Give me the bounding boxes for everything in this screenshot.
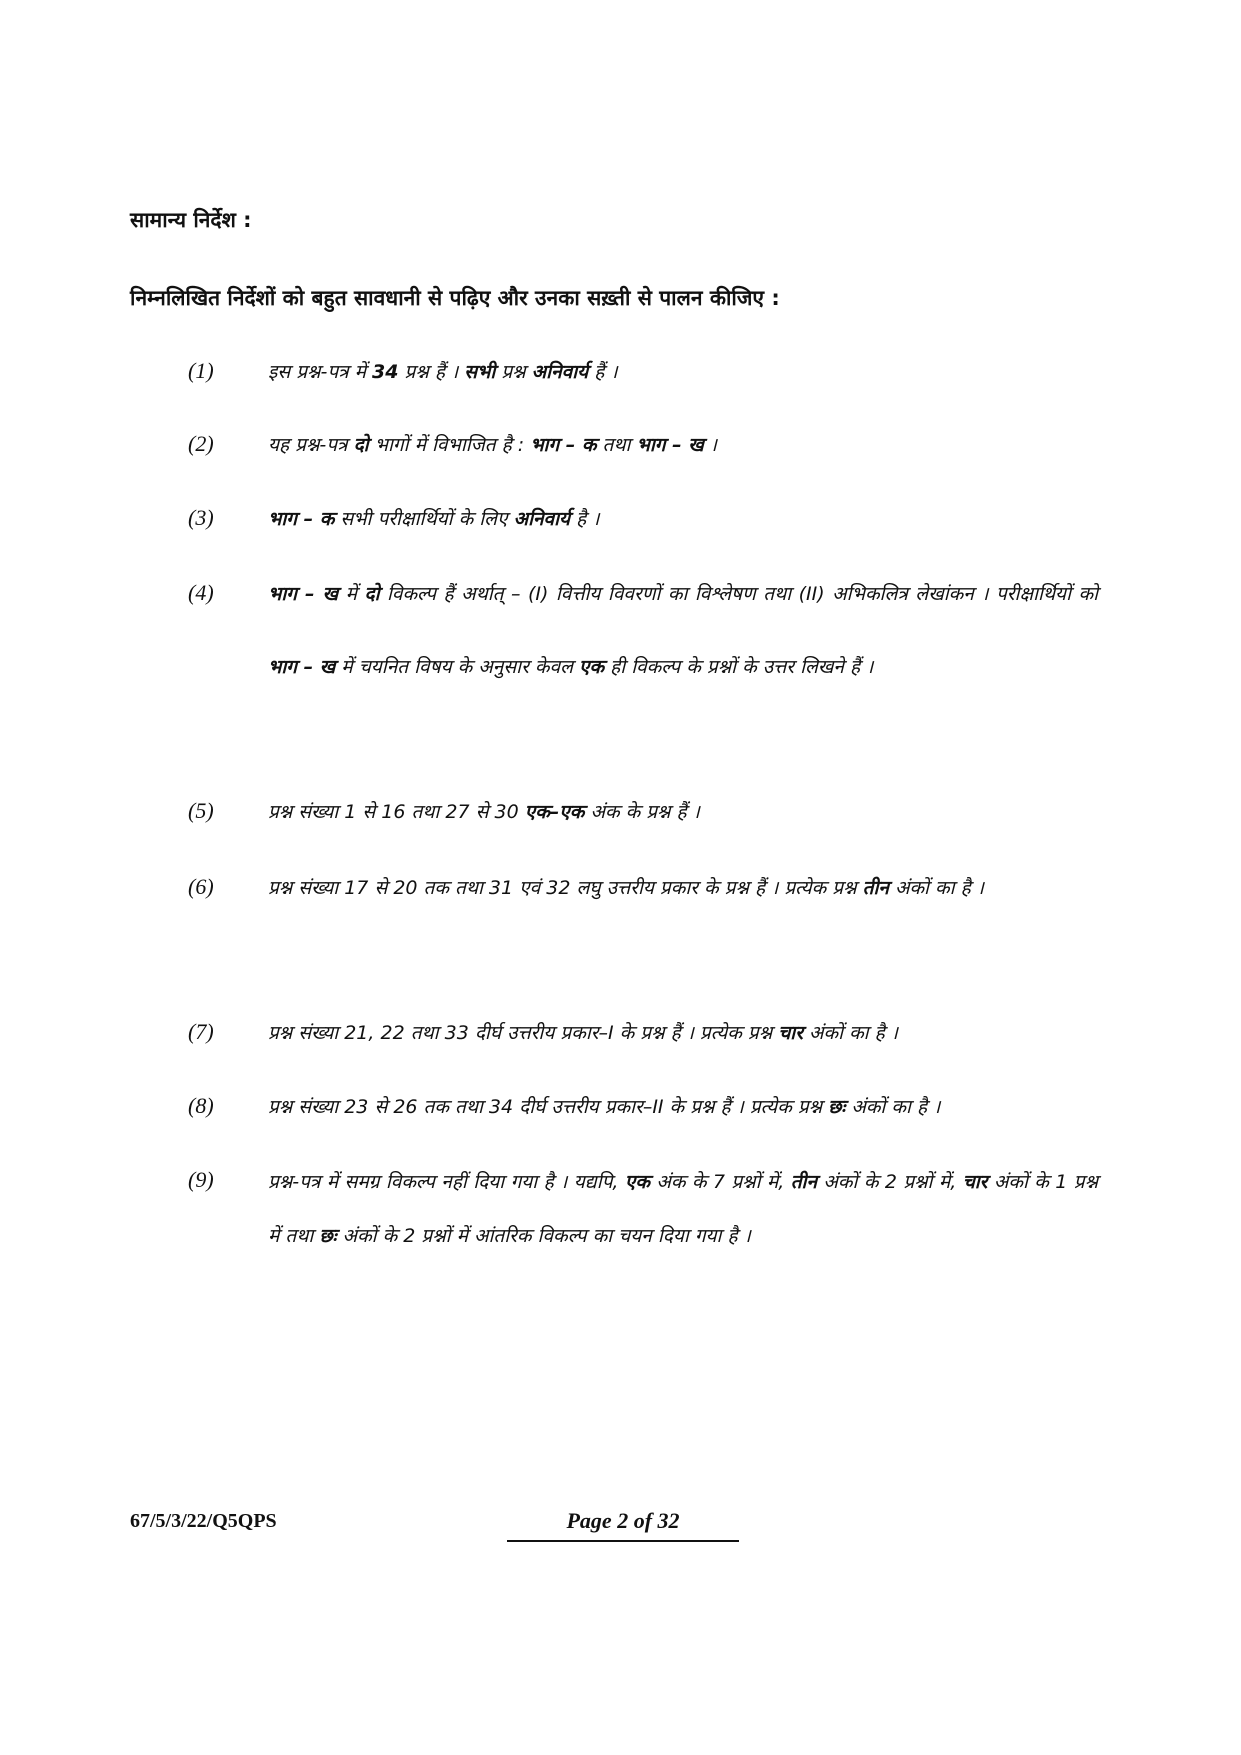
item-number: (3) (188, 505, 214, 530)
item-text-part: अंक के प्रश्न हैं । (584, 801, 700, 823)
emphasis-text: एक (579, 656, 605, 678)
item-text-part: अंकों के 2 प्रश्नों में, (817, 1171, 963, 1193)
item-number: (9) (188, 1167, 214, 1192)
item-text-part: में चयनित विषय के अनुसार केवल (335, 656, 579, 678)
emphasis-text: चार (778, 1022, 803, 1044)
emphasis-text: एक–एक (524, 801, 585, 823)
emphasis-text: भाग – ख (268, 583, 339, 605)
item-number: (7) (188, 1019, 214, 1044)
emphasis-text: तीन (862, 877, 889, 899)
emphasis-text: तीन (790, 1171, 818, 1193)
emphasis-text: भाग – क (530, 434, 597, 456)
emphasis-text: दो (364, 583, 380, 605)
item-text-part: । (703, 434, 717, 456)
item-text (268, 505, 1098, 533)
emphasis-text: दो (353, 434, 369, 456)
item-text-part: है । (570, 508, 600, 530)
emphasis-text: भाग – ख (636, 434, 704, 456)
item-text-part: भागों में विभाजित है : (368, 434, 531, 456)
page-number: Page 2 of 32 (507, 1508, 739, 1542)
item-text-part: प्रश्न संख्या 1 से 16 तथा 27 से 30 (268, 801, 525, 823)
emphasis-text: भाग – ख (268, 656, 336, 678)
general-instructions-heading: सामान्य निर्देश : (130, 208, 252, 232)
item-text-part: तथा (596, 434, 637, 456)
item-text-part: अंकों के 2 प्रश्नों में आंतरिक विकल्प का चयन दिया गया है । (336, 1225, 751, 1247)
item-text-part: प्रश्न संख्या 23 से 26 तक तथा 34 दीर्घ उत्तरीय प्रकार–II के प्रश्न हैं । प्रत्येक प्रश्न (268, 1096, 829, 1118)
emphasis-text: छः (319, 1225, 337, 1247)
item-number: (4) (188, 580, 214, 605)
item-text (268, 358, 1098, 386)
emphasis-text: सभी (464, 361, 496, 383)
emphasis-text: छः (828, 1096, 846, 1118)
emphasis-text: एक (624, 1171, 650, 1193)
item-text-part: प्रश्न (495, 361, 532, 383)
item-number: (1) (188, 358, 214, 383)
item-text-part: हैं । (588, 361, 618, 383)
item-number: (6) (188, 874, 214, 899)
emphasis-text: अनिवार्य (513, 508, 571, 530)
item-text-part: में (338, 583, 365, 605)
item-text (268, 1093, 1098, 1121)
item-text-part: अंकों का है । (802, 1022, 898, 1044)
item-text-part: अंकों का है । (845, 1096, 941, 1118)
item-text-part: प्रश्न संख्या 17 से 20 तक तथा 31 एवं 32 लघु उत्तरीय प्रकार के प्रश्न हैं । प्रत्येक प्रश्न (268, 877, 863, 899)
item-text (268, 1019, 1098, 1047)
item-text (268, 1155, 1098, 1263)
item-text-part: प्रश्न हैं । (398, 361, 465, 383)
item-text-part: इस प्रश्न-पत्र में (268, 361, 373, 383)
item-text-part: सभी परीक्षार्थियों के लिए (334, 508, 514, 530)
item-text (268, 558, 1098, 704)
item-number: (8) (188, 1093, 214, 1118)
item-text-part: प्रश्न संख्या 21, 22 तथा 33 दीर्घ उत्तरीय प्रकार–I के प्रश्न हैं । प्रत्येक प्रश्न (268, 1022, 779, 1044)
item-text-part: अंकों का है । (888, 877, 984, 899)
emphasis-text: भाग – क (268, 508, 335, 530)
item-text-part: अंकों के 1 प्रश्न में तथा (268, 1171, 1099, 1247)
emphasis-text: चार (962, 1171, 988, 1193)
item-number: (5) (188, 798, 214, 823)
item-text (268, 431, 1098, 459)
item-text-part: अंक के 7 प्रश्नों में, (649, 1171, 791, 1193)
emphasis-text: अनिवार्य (531, 361, 589, 383)
item-text-part: विकल्प हैं अर्थात् – (I) वित्तीय विवरणों का विश्लेषण तथा (II) अभिकलित्र लेखांकन । परीक्षार्थियों को (379, 583, 1098, 605)
item-text-part: प्रश्न-पत्र में समग्र विकल्प नहीं दिया गया है । यद्यपि, (268, 1171, 625, 1193)
item-number: (2) (188, 431, 214, 456)
paper-code: 67/5/3/22/Q5QPS (130, 1510, 277, 1532)
emphasis-text: 34 (372, 361, 399, 383)
item-text-part: यह प्रश्न-पत्र (268, 434, 354, 456)
instructions-intro: निम्नलिखित निर्देशों को बहुत सावधानी से पढ़िए और उनका सख़्ती से पालन कीजिए : (130, 286, 780, 310)
item-text (268, 852, 1098, 925)
item-text-part: ही विकल्प के प्रश्नों के उत्तर लिखने हैं । (604, 656, 874, 678)
item-text (268, 798, 1098, 826)
